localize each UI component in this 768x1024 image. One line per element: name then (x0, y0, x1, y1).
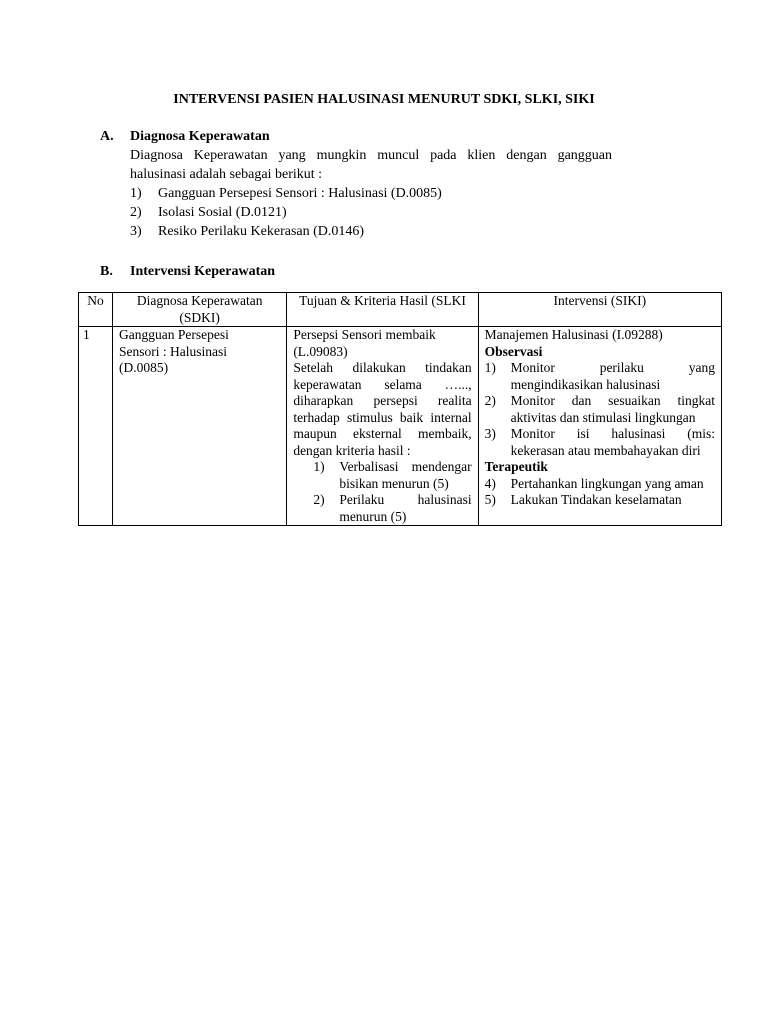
siki-item-text: Monitor dan sesuaikan tingkat aktivitas dan stimulasi lingkungan (510, 393, 715, 425)
siki-item-text: Lakukan Tindakan keselamatan (510, 492, 682, 507)
section-a-intro: Diagnosa Keperawatan yang mungkin muncul pada klien dengan gangguan halusinasi adalah sebagai berikut : (130, 148, 612, 182)
cell-sdki (113, 327, 287, 526)
siki-item-text: Monitor isi halusinasi (mis: kekerasan atau membahayakan diri (510, 426, 715, 458)
siki-item-num: 5) (484, 492, 496, 507)
table-header-row (79, 293, 722, 327)
list-item (313, 492, 471, 525)
siki-item-num: 2) (484, 393, 496, 408)
diagnosis-item-text: Isolasi Sosial (D.0121) (158, 205, 287, 220)
siki-item-text: Pertahankan lingkungan yang aman (510, 475, 704, 491)
list-item (485, 393, 715, 426)
diagnosis-item-num: 1) (130, 186, 142, 201)
header-siki: Intervensi (SIKI) (478, 293, 721, 327)
list-item (485, 492, 715, 509)
list-item (485, 426, 715, 459)
diagnosis-item-text: Resiko Perilaku Kekerasan (D.0146) (158, 224, 365, 239)
siki-title: Manajemen Halusinasi (I.09288) (484, 327, 663, 342)
criteria-text: Perilaku halusinasi menurun (5) (339, 492, 472, 524)
siki-item-text: Monitor perilaku yang mengindikasikan halusinasi (510, 360, 715, 392)
header-no: No (79, 293, 113, 327)
criteria-text: Verbalisasi mendengar bisikan menurun (5) (339, 459, 472, 491)
siki-terapeutik-label: Terapeutik (484, 459, 548, 474)
sdki-diagnosis-text: Gangguan Persepesi Sensori : Halusinasi (D.0085) (119, 327, 229, 375)
diagnosis-item-num: 3) (130, 224, 142, 239)
section-intervensi (100, 262, 620, 281)
page-title: INTERVENSI PASIEN HALUSINASI MENURUT SDKI, SLKI, SIKI (173, 92, 595, 107)
section-diagnosa (100, 127, 620, 241)
header-sdki: Diagnosa Keperawatan (SDKI) (113, 293, 287, 327)
section-b-letter: B. (100, 264, 113, 279)
list-item (485, 476, 715, 493)
slki-title: Persepsi Sensori membaik (L.09083) (293, 327, 436, 359)
siki-item-num: 1) (484, 360, 496, 375)
section-a-letter: A. (100, 129, 114, 144)
slki-criteria-list (293, 459, 471, 525)
table-row (79, 327, 722, 526)
intervensi-table (78, 292, 722, 526)
list-item (313, 459, 471, 492)
diagnosis-item-text: Gangguan Persepesi Sensori : Halusinasi (D.0085) (158, 186, 442, 201)
cell-slki (287, 327, 478, 526)
criteria-num: 2) (313, 492, 325, 507)
section-b-heading (100, 262, 620, 281)
section-a-title: Diagnosa Keperawatan (130, 129, 270, 144)
slki-body: Setelah dilakukan tindakan keperawatan selama …..., diharapkan persepsi realita terhadap stimulus baik internal maupun eksternal membaik, dengan kriteria hasil : (293, 360, 472, 458)
list-item (485, 360, 715, 393)
diagnosis-item-1 (100, 184, 620, 203)
criteria-num: 1) (313, 459, 325, 474)
diagnosis-item-num: 2) (130, 205, 142, 220)
siki-item-num: 3) (484, 426, 496, 441)
section-b-title: Intervensi Keperawatan (130, 264, 276, 279)
section-a-heading (100, 127, 620, 146)
header-slki: Tujuan & Kriteria Hasil (SLKI (287, 293, 478, 327)
siki-observasi-label: Observasi (484, 343, 543, 359)
cell-no: 1 (79, 327, 113, 526)
cell-siki (478, 327, 721, 526)
siki-item-num: 4) (484, 475, 496, 491)
diagnosis-item-2 (100, 203, 620, 222)
diagnosis-item-3 (100, 222, 620, 241)
